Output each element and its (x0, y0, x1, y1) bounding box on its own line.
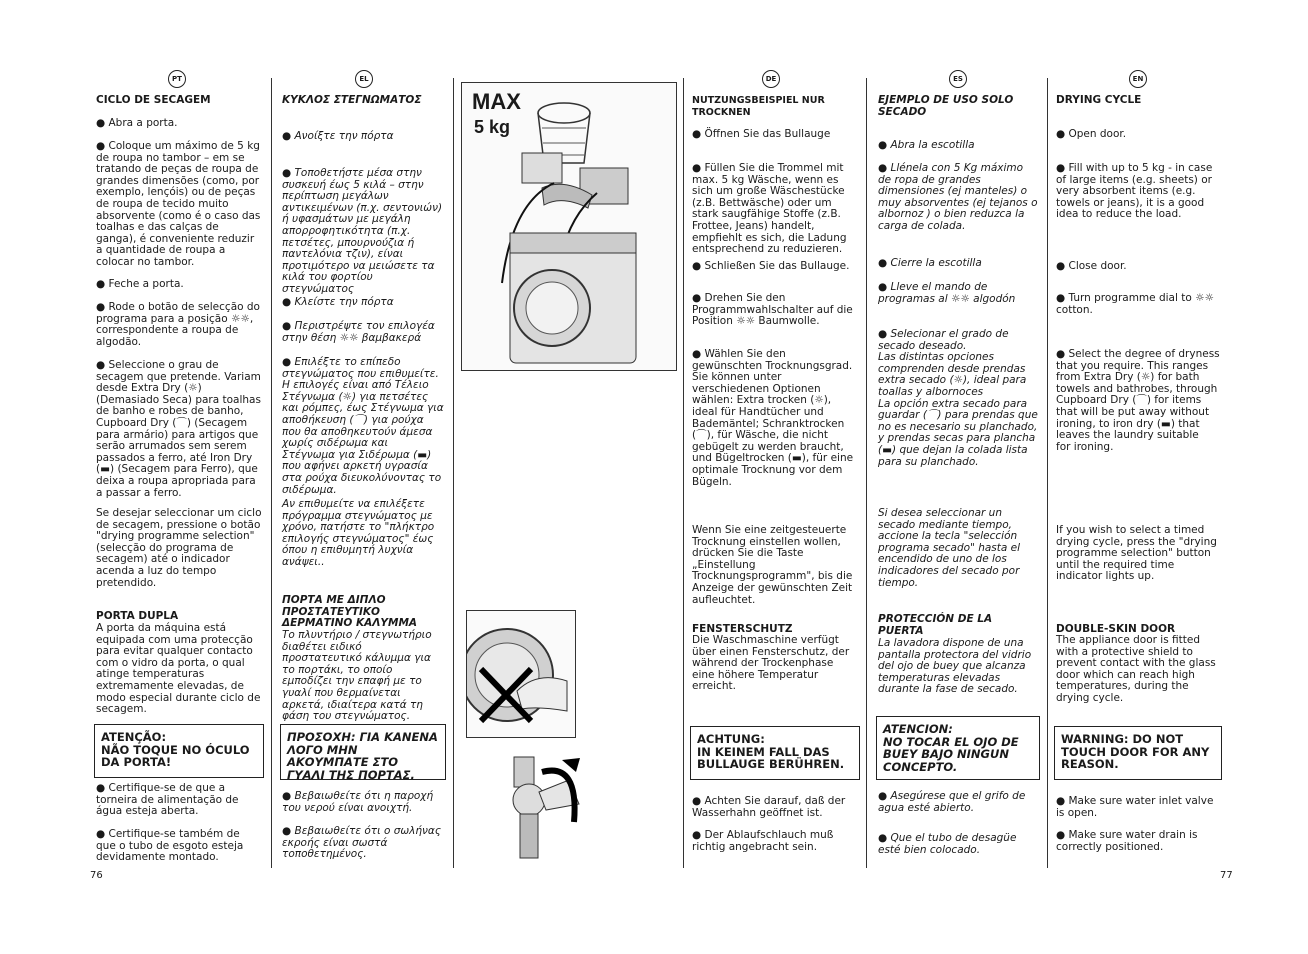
instruction: ● Feche a porta. (96, 278, 184, 290)
section-title: NUTZUNGSBEISPIEL NUR TROCKNEN (692, 95, 825, 118)
instruction: ● Περιστρέψτε τον επιλογέα στην θέση ☼☼ βαμβακερά (282, 320, 435, 344)
instruction: ● Cierre la escotilla (878, 257, 982, 269)
instruction: Se desejar seleccionar um ciclo de secagem, pressione o botão "drying programme selection" (selecção do programa de secagem) até o indicador acenda a luz do tempo pretendido. (96, 507, 262, 589)
kg-label: 5 kg (474, 117, 511, 137)
lang-badge-de: DE (762, 70, 780, 88)
divider (453, 78, 454, 868)
door-text: The appliance door is fitted with a protective shield to prevent contact with the glass door which can reach high temperatures, during the drying cycle. (1056, 634, 1216, 704)
divider (683, 78, 684, 868)
no-touch-icon (467, 611, 575, 737)
divider (866, 78, 867, 868)
instruction: ● Επιλέξτε το επίπεδο στεγνώματος που επιθυμείτε. Η επιλογές είναι από Τέλειο Στέγνωμα (☼) για πετσέτες και ρόμπες, έως Στέγνωμα για αποθήκευση (⌒) για ρούχα που θα αποθηκευτούν άμεσα χωρίς σιδέρωμα και Στέγνωμα για Σιδέρωμα (▬) που αφήνει αρκετή υγρασία στα ρούχα διευκολύνοντας το σιδέρωμα. (282, 356, 444, 496)
instruction: ● Llénela con 5 Kg máximo de ropa de grandes dimensiones (ej manteles) o muy absorventes (ej tejanos o albornoz ) o bien reduzca la carga de colada. (878, 162, 1038, 232)
instruction: ● Schließen Sie das Bullauge. (692, 260, 850, 272)
instruction: ● Que el tubo de desagüe esté bien colocado. (878, 832, 1017, 856)
instruction: Si desea seleccionar un secado mediante tiempo, accione la tecla "selección programa secado" hasta el encendido de uno de los indicadores del secado por tiempo. (878, 507, 1021, 589)
warning-box: ATENCION: NO TOCAR EL OJO DE BUEY BAJO NINGUN CONCEPTO. (876, 716, 1040, 780)
instruction: ● Close door. (1056, 260, 1127, 272)
instruction: ● Make sure water inlet valve is open. (1056, 795, 1214, 819)
instruction: ● Certifique-se também de que o tubo de esgoto esteja devidamente montado. (96, 828, 244, 864)
instruction: ● Wählen Sie den gewünschten Trocknungsgrad. Sie können unter verschiedenen Optionen wählen: Extra trocken (☼), ideal für Handtücher und Bademäntel; Schranktrocken (⌒), für Wäsche, die nicht gebügelt zu werden braucht, und Bügeltrocken (▬), für eine optimale Trocknung vor dem Bügeln. (692, 348, 854, 488)
section-title: DRYING CYCLE (1056, 94, 1142, 106)
column-el (276, 64, 452, 872)
page-number-right: 77 (1220, 870, 1233, 881)
instruction: If you wish to select a timed drying cycle, press the "drying programme selection" button until the required time indicator lights up. (1056, 524, 1217, 583)
instruction: ● Füllen Sie die Trommel mit max. 5 kg Wäsche, wenn es sich um große Wäschestücke (z.B. Bettwäsche) oder um stark saugfähige Stoffe (z.B. Frottee, Jeans) handelt, empfiehlt es sich, die Ladung entsprechend zu reduzieren. (692, 162, 847, 256)
door-title: PORTA DUPLA (96, 610, 179, 622)
instruction: ● Fill with up to 5 kg - in case of large items (e.g. sheets) or very absorbent items (e.g. towels or jeans), it is a good idea to reduce the load. (1056, 162, 1213, 221)
door-text: Die Waschmaschine verfügt über einen Fensterschutz, der während der Trockenphase eine höhere Temperatur erreicht. (692, 634, 850, 693)
instruction: Αν επιθυμείτε να επιλέξετε πρόγραμμα στεγνώματος με χρόνο, πατήστε το "πλήκτρο επιλογής στεγνώματος" έως όπου η επιθυμητή λυχνία ανάψει.. (282, 498, 435, 568)
instruction: ● Κλείστε την πόρτα (282, 296, 394, 308)
instruction: ● Abra la escotilla (878, 139, 975, 151)
column-pt (90, 64, 270, 872)
instruction: ● Lleve el mando de programas al ☼☼ algodón (878, 281, 1016, 305)
instruction: Wenn Sie eine zeitgesteuerte Trocknung einstellen wollen, drücken Sie die Taste „Einstellung Trocknungsprogramm", bis die Anzeige der gewünschten Zeit aufleuchtet. (692, 524, 853, 606)
instruction: ● Select the degree of dryness that you require. This ranges from Extra Dry (☼) for bath towels and bathrobes, through Cupboard Dry (⌒) for items that will be put away without ironing, to iron dry (▬) that leaves the laundry suitable for ironing. (1056, 348, 1220, 453)
section-title: CICLO DE SECAGEM (96, 94, 211, 106)
instruction: ● Open door. (1056, 128, 1127, 140)
door-title: ΠΟΡΤΑ ΜΕ ΔΙΠΛΟ ΠΡΟΣΤΑΤΕΥΤΙΚΟ ΔΕΡΜΑΤΙΝΟ ΚΑΛΥΜΜΑ (282, 594, 418, 630)
section-title: EJEMPLO DE USO SOLO SECADO (878, 94, 1014, 118)
lang-badge-pt: PT (168, 70, 186, 88)
instruction: ● Coloque um máximo de 5 kg de roupa no tambor – em se tratando de peças de roupa de grandes dimensões (como, por exemplo, lençóis) ou de peças de roupa de tecido muito absorvente (como é o caso das toalhas e das calças de ganga), é conveniente reduzir a quantidade de roupa a colocar no tambor. (96, 140, 261, 268)
door-text: A porta da máquina está equipada com uma protecção para evitar qualquer contacto com o vidro da porta, o qual atinge temperaturas extremamente elevadas, de modo especial durante ciclo de secagem. (96, 622, 261, 716)
door-text: La lavadora dispone de una pantalla protectora del vidrio del ojo de buey que alcanza temperaturas elevadas durante la fase de secado. (878, 637, 1032, 696)
door-text: Το πλυντήριο / στεγνωτήριο διαθέτει ειδικό προστατευτικό κάλυμμα για το πορτάκι, το οποίο εμποδίζει την επαφή με το γυαλί που θερμαίνεται αρκετά, ιδιαίτερα κατά τη φάση του στεγνώματος. (282, 629, 432, 723)
door-title: PROTECCIÓN DE LA PUERTA (878, 613, 993, 637)
warning-box: ACHTUNG: IN KEINEM FALL DAS BULLAUGE BERÜHREN. (690, 726, 860, 780)
instruction: ● Seleccione o grau de secagem que pretende. Variam desde Extra Dry (☼) (Demasiado Seca) para toalhas de banho e robes de banho, Cupboard Dry (⌒) (Secagem para armário) para artigos que serão arrumados sem serem passados a ferro, até Iron Dry (▬) (Secagem para Ferro), que deixa a roupa apropriada para a passar a ferro. (96, 359, 261, 499)
instruction: ● Turn programme dial to ☼☼ cotton. (1056, 292, 1214, 316)
instruction: ● Drehen Sie den Programmwahlschalter auf die Position ☼☼ Baumwolle. (692, 292, 853, 328)
warning-box: ATENÇÃO: NÃO TOQUE NO ÓCULO DA PORTA! (94, 724, 264, 778)
instruction: ● Öffnen Sie das Bullauge (692, 128, 831, 140)
instruction: ● Βεβαιωθείτε ότι η παροχή του νερού είναι ανοιχτή. (282, 790, 434, 814)
warning-box: WARNING: DO NOT TOUCH DOOR FOR ANY REASON. (1054, 726, 1222, 780)
instruction: ● Ανοίξτε την πόρτα (282, 130, 394, 142)
divider (1047, 78, 1048, 868)
instruction: ● Rode o botão de selecção do programa para a posição ☼☼, correspondente a roupa de algodão. (96, 301, 260, 348)
door-illustration (466, 610, 576, 738)
instruction: ● Certifique-se de que a torneira de alimentação de água esteja aberta. (96, 782, 239, 818)
section-title: ΚΥΚΛΟΣ ΣΤΕΓΝΩΜΑΤΟΣ (282, 94, 422, 106)
divider (271, 78, 272, 868)
instruction: ● Τοποθετήστε μέσα στην συσκευή έως 5 κιλά – στην περίπτωση μεγάλων αντικειμένων (π.χ. σεντονιών) ή υφασμάτων με μεγάλη απορροφητικότητα (π.χ. πετσέτες, μπουρνούζια ή παντελόνια τζιν), είναι προτιμότερο να μειώσετε τα κιλά του φορτίου στεγνώματος (282, 167, 443, 295)
warning-box: ΠΡΟΣΟΧΗ: ΓΙΑ ΚΑΝΕΝΑ ΛΟΓΟ ΜΗΝ ΑΚΟΥΜΠΑΤΕ ΣΤΟ ΓΥΑΛΙ ΤΗΣ ΠΟΡΤΑΣ. (280, 724, 446, 780)
lang-badge-es: ES (949, 70, 967, 88)
instruction: ● Achten Sie darauf, daß der Wasserhahn geöffnet ist. (692, 795, 846, 819)
instruction: ● Make sure water drain is correctly positioned. (1056, 829, 1198, 853)
washing-machine-icon (462, 83, 676, 370)
door-title: DOUBLE-SKIN DOOR (1056, 623, 1176, 635)
load-illustration (461, 82, 677, 371)
lang-badge-el: EL (355, 70, 373, 88)
column-en (1050, 64, 1228, 872)
instruction: ● Asegúrese que el grifo de agua esté abierto. (878, 790, 1026, 814)
max-label: MAX (472, 89, 521, 114)
lang-badge-en: EN (1129, 70, 1147, 88)
page-number-left: 76 (90, 870, 103, 881)
water-tap-icon (484, 752, 594, 862)
door-title: FENSTERSCHUTZ (692, 623, 793, 635)
column-es (872, 64, 1046, 872)
instruction: ● Selecionar el grado de secado deseado. Las distintas opciones comprenden desde prendas extra secado (☼), ideal para toallas y albornoces La opción extra secado para guardar (⌒) para prendas que no es necesario su planchado, y prendas secas para plancha (▬) que dejan la colada lista para su planchado. (878, 328, 1038, 468)
instruction: ● Abra a porta. (96, 117, 178, 129)
column-de (686, 64, 866, 872)
instruction: ● Βεβαιωθείτε ότι ο σωλήνας εκροής είναι σωστά τοποθετημένος. (282, 825, 441, 861)
instruction: ● Der Ablaufschlauch muß richtig angebracht sein. (692, 829, 834, 853)
